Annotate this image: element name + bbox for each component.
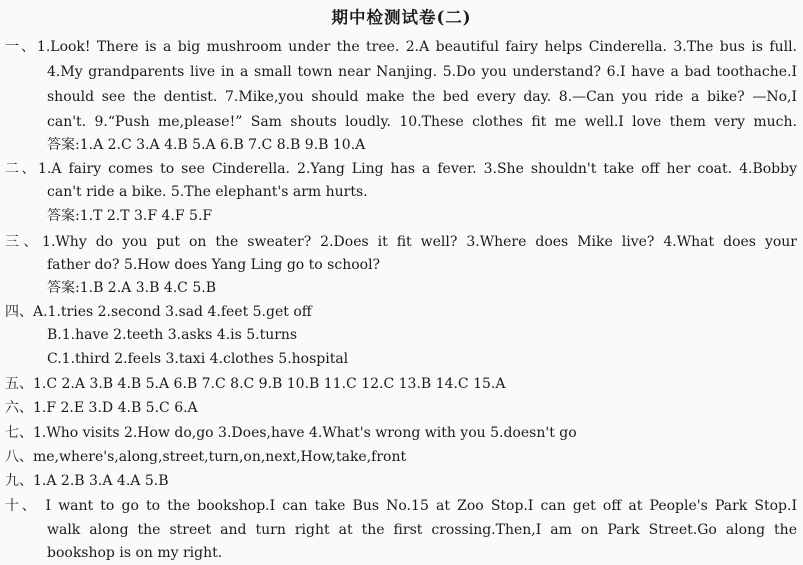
section-6-answers: 六、1.F 2.E 3.D 4.B 5.C 6.A: [5, 400, 198, 416]
section-3-answers: 答案:1.B 2.A 3.B 4.C 5.B: [47, 280, 216, 296]
section-9-answers: 九、1.A 2.B 3.A 4.A 5.B: [5, 473, 169, 489]
section-1-answers: 答案:1.A 2.C 3.A 4.B 5.A 6.B 7.C 8.B 9.B 10.A: [47, 137, 366, 153]
section-2-answers: 答案:1.T 2.T 3.F 4.F 5.F: [47, 208, 213, 224]
section-1-line-3: should see the dentist. 7.Mike,you should make the bed every day. 8.—Can you ride a bike? —No,I: [47, 89, 797, 105]
section-4-part-a: 四、A.1.tries 2.second 3.sad 4.feet 5.get off: [5, 304, 312, 320]
section-10-line-3: bookshop is on my right.: [47, 545, 223, 561]
section-10-line-1: 十、 I want to go to the bookshop.I can take Bus No.15 at Zoo Stop.I can get off at People's Park Stop.I: [5, 498, 797, 514]
section-3-line-1: 三、1.Why do you put on the sweater? 2.Does it fit well? 3.Where does Mike live? 4.What does your: [5, 234, 797, 250]
section-4-part-b: B.1.have 2.teeth 3.asks 4.is 5.turns: [47, 327, 298, 343]
section-5-answers: 五、1.C 2.A 3.B 4.B 5.A 6.B 7.C 8.C 9.B 10.B 11.C 12.C 13.B 14.C 15.A: [5, 376, 506, 392]
section-3-line-2: father do? 5.How does Yang Ling go to school?: [47, 257, 381, 273]
section-1-line-4: can't. 9.“Push me,please!” Sam shouts loudly. 10.These clothes fit me well.I love them very much.: [47, 114, 797, 130]
section-10-line-2: walk along the street and turn right at the first crossing.Then,I am on Park Street.Go along the: [47, 522, 797, 538]
page-title: 期中检测试卷(二): [331, 8, 472, 27]
section-2-line-1: 二、1.A fairy comes to see Cinderella. 2.Yang Ling has a fever. 3.She shouldn't take off her coat. 4.Bobby: [5, 161, 797, 177]
section-4-part-c: C.1.third 2.feels 3.taxi 4.clothes 5.hospital: [47, 351, 349, 367]
section-8-answers: 八、me,where's,along,street,turn,on,next,How,take,front: [5, 449, 407, 465]
section-1-line-1: 一、1.Look! There is a big mushroom under the tree. 2.A beautiful fairy helps Cinderella. 3.The bus is full.: [5, 39, 797, 55]
section-7-answers: 七、1.Who visits 2.How do,go 3.Does,have 4.What's wrong with you 5.doesn't go: [5, 425, 577, 441]
section-2-line-2: can't ride a bike. 5.The elephant's arm hurts.: [47, 184, 368, 200]
section-1-line-2: 4.My grandparents live in a small town near Nanjing. 5.Do you understand? 6.I have a bad toothache.I: [47, 64, 797, 80]
